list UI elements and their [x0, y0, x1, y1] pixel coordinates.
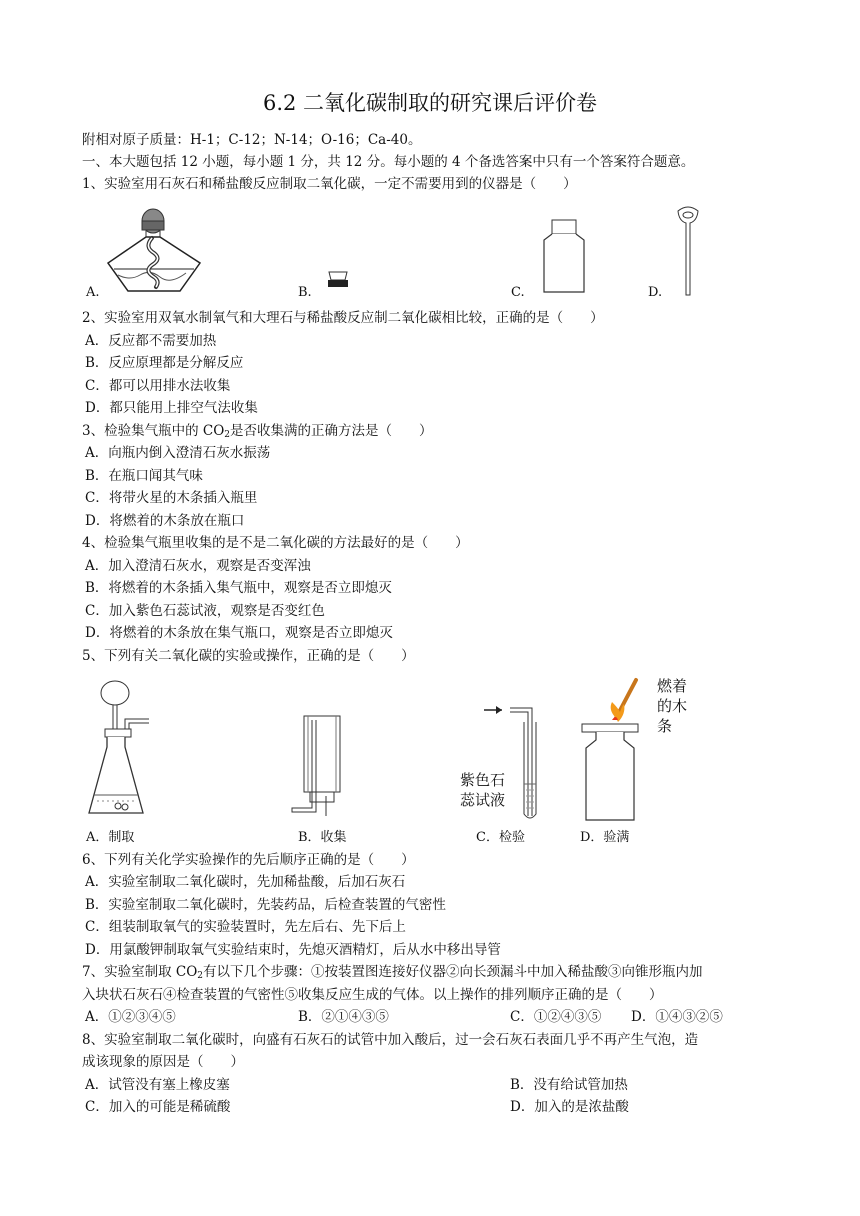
question-5-stem: 5、下列有关二氧化碳的实验或操作，正确的是（ ） — [82, 648, 415, 664]
page-title: 6.2 二氧化碳制取的研究课后评价卷 — [262, 91, 598, 115]
question-4-option-b: B．将燃着的木条插入集气瓶中，观察是否立即熄灭 — [85, 580, 392, 596]
question-1-label-c: C. — [511, 285, 525, 300]
question-3-option-a: A．向瓶内倒入澄清石灰水振荡 — [85, 445, 271, 461]
question-2-option-d: D．都只能用上排空气法收集 — [85, 400, 258, 416]
burning-stick-label-line1: 燃着 — [657, 677, 688, 695]
question-4-option-c: C．加入紫色石蕊试液，观察是否变红色 — [85, 603, 325, 619]
alcohol-lamp-figure — [100, 205, 210, 297]
question-7-stem-line2: 入块状石灰石④检查装置的气密性⑤收集反应生成的气体。以上操作的排列顺序正确的是（ ） — [82, 987, 663, 1003]
question-1-label-b: B. — [298, 285, 312, 300]
question-4-stem: 4、检验集气瓶里收集的是不是二氧化碳的方法最好的是（ ） — [82, 535, 469, 551]
question-8-stem: 8、实验室制取二氧化碳时，向盛有石灰石的试管中加入酸后，过一会石灰石表面几乎不再产生气泡，造 — [82, 1032, 699, 1048]
question-3-option-c: C．将带火星的木条插入瓶里 — [85, 490, 258, 506]
long-neck-funnel-figure — [675, 205, 701, 300]
question-5-label-d: D．验满 — [580, 830, 630, 845]
question-8-option-b: B．没有给试管加热 — [510, 1077, 628, 1093]
litmus-label-line2: 蕊试液 — [460, 791, 506, 809]
atomic-masses-note: 附相对原子质量：H-1；C-12；N-14；O-16；Ca-40。 — [82, 132, 422, 148]
question-3-stem: 3、检验集气瓶中的 $CO_2$是否收集满的正确方法是（ ） — [82, 423, 433, 440]
gas-collection-figure — [290, 712, 350, 822]
question-5-label-b: B．收集 — [298, 830, 347, 845]
section-intro: 一、本大题包括 12 小题，每小题 1 分，共 12 分。每小题的 4 个备选答案中只有一个答案符合题意。 — [82, 154, 695, 170]
question-7-stem: 7、实验室制取 $CO_2$有以下几个步骤：①按装置图连接好仪器②向长颈漏斗中加入稀盐酸③向锥形瓶内加 — [82, 964, 703, 981]
question-8-option-c: C．加入的可能是稀硫酸 — [85, 1099, 231, 1115]
co2-generation-apparatus-figure — [85, 675, 165, 823]
question-6-option-a: A．实验室制取二氧化碳时，先加稀盐酸，后加石灰石 — [85, 874, 406, 890]
question-2-option-c: C．都可以用排水法收集 — [85, 378, 231, 394]
question-3-option-d: D．将燃着的木条放在瓶口 — [85, 513, 245, 529]
question-8-option-a: A．试管没有塞上橡皮塞 — [85, 1077, 230, 1093]
question-6-option-b: B．实验室制取二氧化碳时，先装药品，后检查装置的气密性 — [85, 897, 446, 913]
question-7-option-b: B．②①④③⑤ — [298, 1009, 389, 1025]
question-7-option-c: C．①②④③⑤ — [510, 1009, 602, 1025]
question-2-option-a: A．反应都不需要加热 — [85, 333, 217, 349]
question-2-stem: 2、实验室用双氧水制氧气和大理石与稀盐酸反应制二氧化碳相比较，正确的是（ ） — [82, 310, 604, 326]
question-6-option-c: C．组装制取氧气的实验装置时，先左后右、先下后上 — [85, 919, 406, 935]
question-4-option-a: A．加入澄清石灰水，观察是否变浑浊 — [85, 558, 311, 574]
question-5-label-c: C．检验 — [476, 830, 525, 845]
question-7-option-d: D．①④③②⑤ — [631, 1009, 723, 1025]
question-8-option-d: D．加入的是浓盐酸 — [510, 1099, 629, 1115]
question-6-option-d: D．用氯酸钾制取氧气实验结束时，先熄灭酒精灯，后从水中移出导管 — [85, 942, 501, 958]
question-1-label-d: D. — [648, 285, 663, 300]
question-4-option-d: D．将燃着的木条放在集气瓶口，观察是否立即熄灭 — [85, 625, 393, 641]
question-2-option-b: B．反应原理都是分解反应 — [85, 355, 244, 371]
question-1-stem: 1、实验室用石灰石和稀盐酸反应制取二氧化碳，一定不需要用到的仪器是（ ） — [82, 176, 577, 192]
burning-stick-label-line3: 条 — [657, 717, 673, 735]
rubber-stopper-figure — [325, 270, 353, 290]
question-5-label-a: A．制取 — [86, 830, 135, 845]
question-7-option-a: A．①②③④⑤ — [85, 1009, 176, 1025]
question-6-stem: 6、下列有关化学实验操作的先后顺序正确的是（ ） — [82, 852, 415, 868]
question-3-option-b: B．在瓶口闻其气味 — [85, 468, 203, 484]
question-8-stem-line2: 成该现象的原因是（ ） — [82, 1054, 244, 1070]
gas-jar-figure — [538, 218, 590, 294]
litmus-label-line1: 紫色石 — [460, 771, 506, 789]
burning-stick-label-line2: 的木 — [657, 697, 688, 715]
gas-jar-verify-full-figure — [578, 676, 644, 824]
question-1-label-a: A. — [86, 285, 100, 300]
